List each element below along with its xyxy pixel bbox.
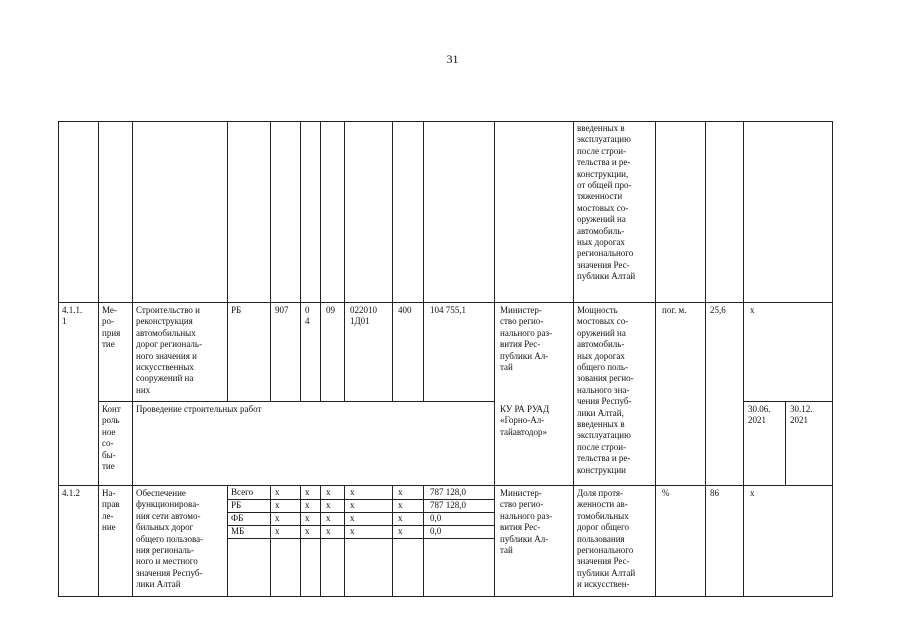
col-rule (98, 121, 99, 597)
table-border-left (58, 121, 59, 597)
vr-code: 400 (398, 305, 412, 315)
source-grbs: x (275, 487, 280, 497)
source-pr: x (326, 500, 331, 510)
col-rule (300, 485, 301, 597)
source-label: РБ (231, 500, 242, 510)
row-rule (743, 401, 832, 402)
measure-name: Строительство и реконструкция автомобильных дорог региональ- ного значения и искусственных сооружений на них (136, 305, 203, 395)
date-end: 30.12. 2021 (790, 404, 813, 426)
term-value: x (750, 488, 755, 498)
col-rule (573, 121, 574, 597)
date-start: 30.06. 2021 (748, 404, 771, 426)
grbs-code: 907 (275, 305, 289, 315)
unit: % (662, 488, 670, 498)
unit: пог. м. (662, 305, 687, 315)
measure-name: Обеспечение функционирова- ния сети автомо- бильных дорог общего пользова- ния региональ- ного и местного значения Респуб- лики Алтай (136, 488, 204, 590)
source-rz: x (305, 500, 310, 510)
source-amount: 787 128,0 (430, 500, 466, 510)
col-rule (785, 401, 786, 485)
col-rule (344, 121, 345, 401)
executor: Министер- ство регио- нального раз- вития Рес- публики Ал- тай (500, 305, 553, 373)
indicator-value: 25,6 (710, 305, 726, 315)
table-border-top (58, 121, 833, 122)
col-rule (494, 121, 495, 597)
source-label: МБ (231, 526, 245, 536)
source-vr: x (398, 513, 403, 523)
source-rz: x (305, 526, 310, 536)
rz-code: 0 4 (305, 305, 310, 327)
budget-code: РБ (231, 305, 242, 315)
source-csr: x (350, 513, 355, 523)
amount: 104 755,1 (430, 305, 466, 315)
source-rz: x (305, 513, 310, 523)
indicator-value: 86 (710, 488, 719, 498)
source-rz: x (305, 487, 310, 497)
source-amount: 0,0 (430, 526, 442, 536)
indicator-cell: введенных в эксплуатацию после строи- тельства и ре- конструкции, от общей про- тяженности мостовых со- оружений на автомобиль- ных дорогах регионального значения Рес- публики Алтай (577, 123, 636, 282)
col-rule (655, 121, 656, 597)
term-value: x (750, 305, 755, 315)
control-event-name: Проведение строительных работ (136, 404, 262, 414)
source-csr: x (350, 500, 355, 510)
col-rule (392, 121, 393, 401)
row-number: 4.1.2 (62, 488, 80, 498)
source-csr: x (350, 526, 355, 536)
source-pr: x (326, 513, 331, 523)
row-rule (58, 302, 833, 303)
source-label: Всего (231, 487, 254, 497)
col-rule (320, 121, 321, 401)
col-rule (300, 121, 301, 401)
col-rule (743, 121, 744, 597)
source-vr: x (398, 487, 403, 497)
control-event-executor: КУ РА РУАД «Горно-Ал- тайавтодор» (500, 404, 550, 437)
executor: Министер- ство регио- нального раз- вития Рес- публики Ал- тай (500, 488, 553, 556)
col-rule (270, 121, 271, 401)
indicator-cell: Мощность мостовых со- оружений на автомобиль- ных дорогах общего поль- зования регио- нального зна- чения Респуб- лики Алтай, введенных в эксплуатацию после строи- тельства и ре- конструкции (577, 305, 634, 475)
col-rule (320, 485, 321, 597)
col-rule (423, 121, 424, 401)
col-rule (132, 121, 133, 597)
row-type: Ме- ро- прия тие (102, 305, 121, 350)
source-grbs: x (275, 500, 280, 510)
source-rule (227, 538, 494, 539)
page-number: 31 (446, 52, 459, 66)
source-pr: x (326, 487, 331, 497)
indicator-cell: Доля протя- женности ав- томобильных дорог общего пользования регионального значения Рес- публики Алтай и искусствен- (577, 488, 636, 590)
row-rule (98, 401, 494, 402)
source-amount: 787 128,0 (430, 487, 466, 497)
row-type: На- прав ле- ние (102, 488, 120, 533)
row-number: 4.1.1. 1 (62, 305, 83, 327)
source-grbs: x (275, 513, 280, 523)
col-rule (705, 121, 706, 597)
row-rule (58, 485, 833, 486)
source-grbs: x (275, 526, 280, 536)
col-rule (344, 485, 345, 597)
table-border-bottom (58, 596, 833, 597)
col-rule (423, 485, 424, 597)
pr-code: 09 (326, 305, 335, 315)
source-label: ФБ (231, 513, 244, 523)
source-csr: x (350, 487, 355, 497)
source-vr: x (398, 526, 403, 536)
source-vr: x (398, 500, 403, 510)
source-pr: x (326, 526, 331, 536)
csr-code: 022010 1Д01 (350, 305, 377, 327)
col-rule (392, 485, 393, 597)
control-event-type: Конт роль ное со- бы- тие (102, 404, 121, 472)
col-rule (270, 485, 271, 597)
table-border-right (832, 121, 833, 597)
source-amount: 0,0 (430, 513, 442, 523)
